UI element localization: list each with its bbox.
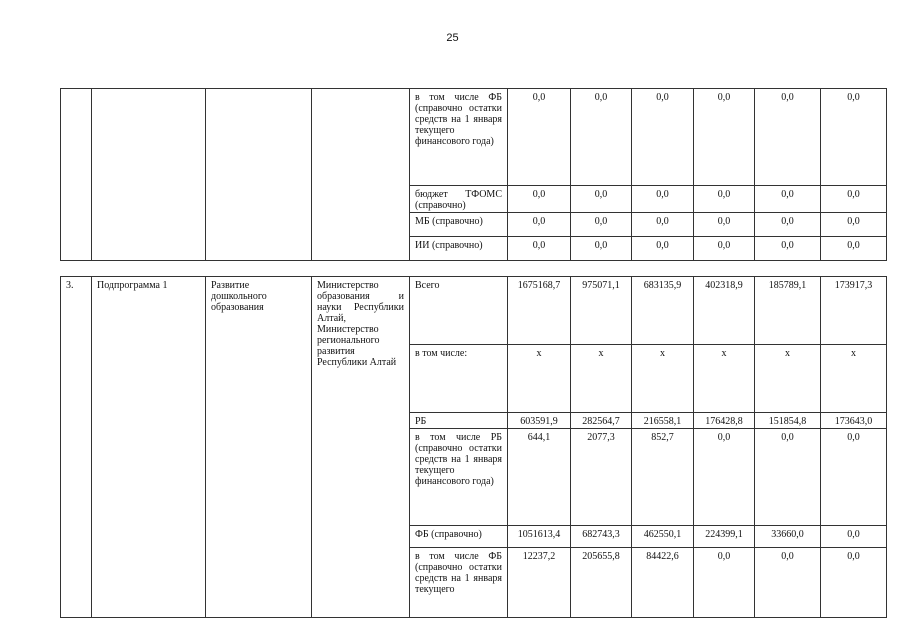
indicator-cell: в том числе ФБ (справочно остатки средств на 1 января текущего — [410, 548, 508, 618]
value-cell: х — [694, 345, 755, 413]
program-cell: Подпрограмма 1 — [92, 277, 206, 618]
value-cell: 205655,8 — [571, 548, 632, 618]
value-cell: 0,0 — [755, 548, 821, 618]
value-cell: 0,0 — [821, 213, 887, 237]
value-cell: 0,0 — [694, 186, 755, 213]
num-cell: 3. — [61, 277, 92, 618]
value-cell: 0,0 — [508, 89, 571, 186]
value-cell: 0,0 — [571, 213, 632, 237]
value-cell: х — [755, 345, 821, 413]
block-1 — [61, 89, 887, 261]
page-number: 25 — [446, 32, 459, 44]
value-cell: 173917,3 — [821, 277, 887, 345]
value-cell: 282564,7 — [571, 413, 632, 429]
indicator-cell: в том числе: — [410, 345, 508, 413]
executor-cell — [312, 89, 410, 261]
program-cell — [92, 89, 206, 261]
value-cell: 0,0 — [632, 186, 694, 213]
value-cell: 0,0 — [694, 237, 755, 261]
indicator-cell: в том числе ФБ (справочно остатки средств на 1 января текущего финансового года) — [410, 89, 508, 186]
value-cell: 1675168,7 — [508, 277, 571, 345]
value-cell: 462550,1 — [632, 526, 694, 548]
value-cell: 176428,8 — [694, 413, 755, 429]
value-cell: 975071,1 — [571, 277, 632, 345]
block-separator — [61, 261, 887, 277]
title-cell — [206, 89, 312, 261]
value-cell: 0,0 — [821, 89, 887, 186]
value-cell: 0,0 — [755, 213, 821, 237]
indicator-cell: РБ — [410, 413, 508, 429]
value-cell: 173643,0 — [821, 413, 887, 429]
value-cell: 0,0 — [755, 186, 821, 213]
budget-table — [60, 88, 887, 618]
table-row — [61, 89, 887, 186]
value-cell: 0,0 — [632, 237, 694, 261]
value-cell: 12237,2 — [508, 548, 571, 618]
title-cell: Развитие дошкольного образования — [206, 277, 312, 618]
block-2 — [61, 277, 887, 618]
value-cell: х — [821, 345, 887, 413]
indicator-cell: ФБ (справочно) — [410, 526, 508, 548]
value-cell: 2077,3 — [571, 429, 632, 526]
value-cell: 644,1 — [508, 429, 571, 526]
value-cell: 1051613,4 — [508, 526, 571, 548]
value-cell: 0,0 — [571, 237, 632, 261]
value-cell: 0,0 — [755, 429, 821, 526]
value-cell: 216558,1 — [632, 413, 694, 429]
indicator-cell: ИИ (справочно) — [410, 237, 508, 261]
executor-cell: Министерство образования и науки Республики Алтай, Министерство регионального развития Республики Алтай — [312, 277, 410, 618]
value-cell: х — [632, 345, 694, 413]
value-cell: 0,0 — [632, 213, 694, 237]
value-cell: 0,0 — [571, 89, 632, 186]
value-cell: 603591,9 — [508, 413, 571, 429]
value-cell: 0,0 — [694, 548, 755, 618]
value-cell: 0,0 — [821, 186, 887, 213]
indicator-cell: Всего — [410, 277, 508, 345]
value-cell: 33660,0 — [755, 526, 821, 548]
value-cell: 0,0 — [755, 89, 821, 186]
value-cell: 224399,1 — [694, 526, 755, 548]
value-cell: 0,0 — [694, 89, 755, 186]
value-cell: 0,0 — [571, 186, 632, 213]
value-cell: 0,0 — [694, 213, 755, 237]
value-cell: х — [571, 345, 632, 413]
value-cell: 0,0 — [821, 526, 887, 548]
value-cell: 0,0 — [508, 186, 571, 213]
value-cell: 185789,1 — [755, 277, 821, 345]
indicator-cell: МБ (справочно) — [410, 213, 508, 237]
value-cell: 0,0 — [632, 89, 694, 186]
value-cell: 0,0 — [821, 548, 887, 618]
value-cell: 151854,8 — [755, 413, 821, 429]
value-cell: 84422,6 — [632, 548, 694, 618]
value-cell: 852,7 — [632, 429, 694, 526]
value-cell: 0,0 — [755, 237, 821, 261]
table-row — [61, 277, 887, 345]
value-cell: х — [508, 345, 571, 413]
indicator-cell: в том числе РБ (справочно остатки средств на 1 января текущего финансового года) — [410, 429, 508, 526]
indicator-cell: бюджет ТФОМС (справочно) — [410, 186, 508, 213]
value-cell: 0,0 — [508, 213, 571, 237]
num-cell — [61, 89, 92, 261]
value-cell: 0,0 — [694, 429, 755, 526]
value-cell: 683135,9 — [632, 277, 694, 345]
value-cell: 0,0 — [508, 237, 571, 261]
value-cell: 0,0 — [821, 429, 887, 526]
value-cell: 682743,3 — [571, 526, 632, 548]
value-cell: 402318,9 — [694, 277, 755, 345]
value-cell: 0,0 — [821, 237, 887, 261]
